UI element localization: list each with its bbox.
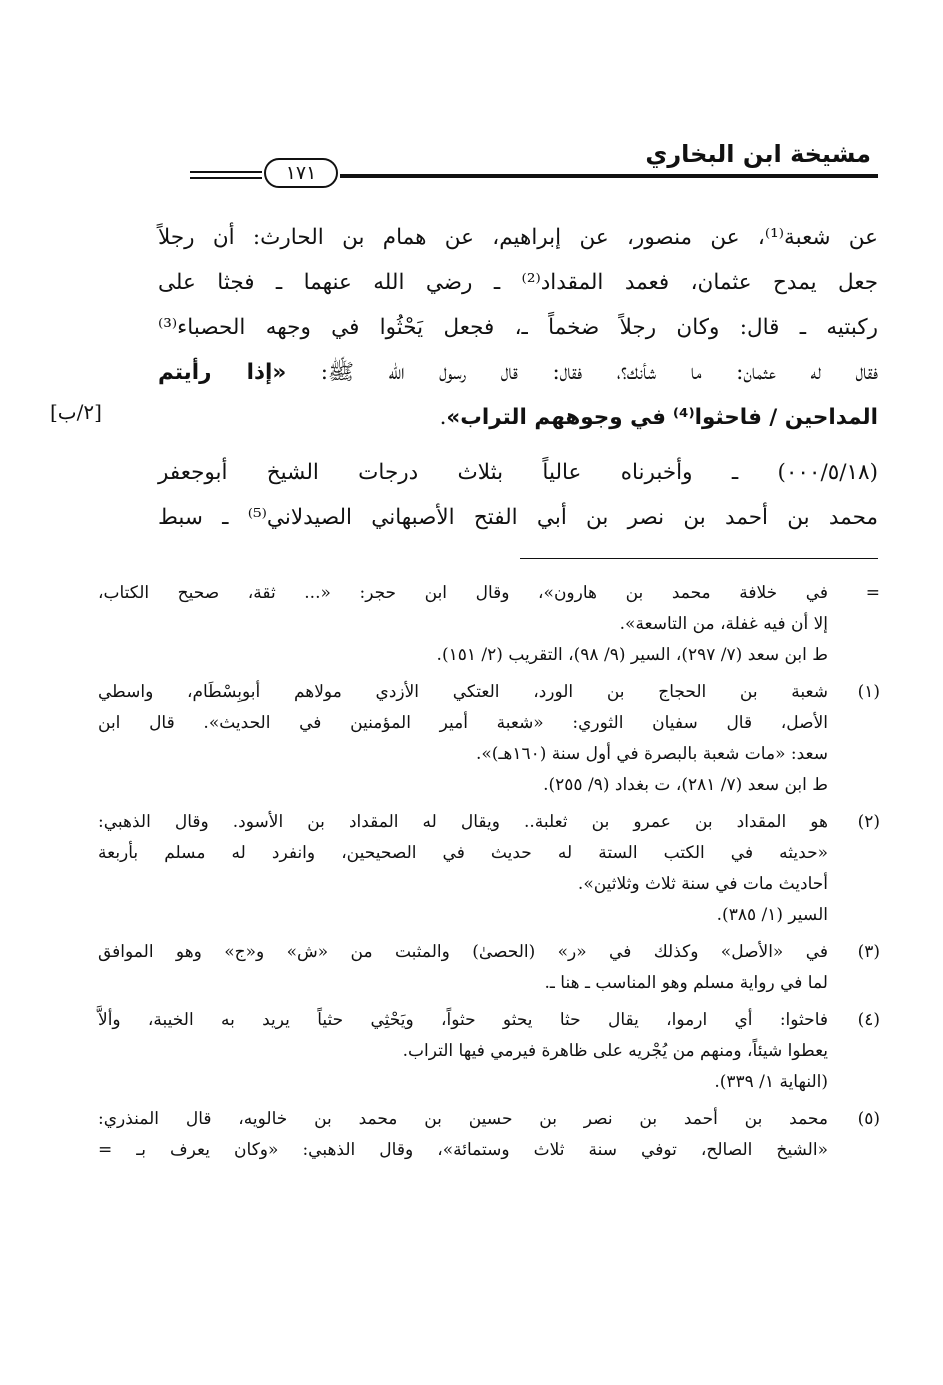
text-line: محمد بن أحمد بن نصر بن أبي الفتح الأصبهاني الصيدلاني⁽⁵⁾ ـ سبط [158,505,878,530]
footnote-line: يعطوا شيئاً، ومنهم من يُجْريه على ظاهرة فيرمي فيها التراب. [402,1041,828,1061]
footnote-line: في «الأصل» وكذلك في «ر» (الحصىٰ) والمثبت من «ش» و«ج» وهو الموافق [98,942,828,962]
text-line: جعل يمدح عثمان، فعمد المقداد⁽²⁾ ـ رضي الله عنهما ـ فجثا على [158,270,878,295]
footnote-line: محمد بن أحمد بن نصر بن حسين بن محمد بن خالويه، قال المنذري: [98,1109,828,1129]
punctuation: . [439,405,447,430]
text-segment: فقال له عثمان: ما شأنك؟، فقال: قال رسول الله ﷺ: [320,360,878,385]
footnote-line: في خلافة محمد بن هارون»، وقال ابن حجر: «... ثقة، صحيح الكتاب، [98,583,828,603]
footnote-line: (النهاية ١/ ٣٣٩). [714,1072,828,1092]
text-line: (٠٠٠/٥/١٨) ـ وأخبرناه عالياً بثلاث درجات الشيخ أبوجعفر [158,460,878,485]
footnote-separator [520,558,878,559]
footnotes [60,578,880,1172]
footnote-4 [60,1005,880,1098]
footnote-body [60,1005,828,1098]
page-number: ١٧١ [264,158,338,188]
hadith-quote-bold: «إذا رأيتم [158,360,287,385]
footnote-line: ط ابن سعد (٧/ ٢٨١)، ت بغداد (٩/ ٢٥٥). [543,775,828,795]
footnote-line: فاحثوا: أي ارموا، يقال حثا يحثو حثواً، ويَحْثِي حثياً يريد به الخيبة، وألاَّ [98,1010,828,1030]
footnote-line: سعد: «مات شعبة بالبصرة في أول سنة (١٦٠هـ)». [475,744,828,764]
footnote-body [60,578,828,671]
footnote-body [60,807,828,931]
footnote-number: (١) [857,682,880,702]
footnote-line: شعبة بن الحجاج بن الورد، العتكي الأزدي مولاهم أبوبِسْطَام، واسطي [98,682,828,702]
footnote-number: (٣) [857,942,880,962]
running-header-title: مشيخة ابن البخاري [645,140,871,168]
footnote-number: (٤) [857,1010,880,1030]
paragraph-isnad [158,450,878,540]
footnote-number: (٢) [857,812,880,832]
footnote-number: (٥) [857,1109,880,1129]
text-line [158,350,878,395]
footnote-1 [60,677,880,801]
footnote-line: «الشيخ الصالح، توفي سنة ثلاث وستمائة»، وقال الذهبي: «وكان يعرف بـ = [98,1140,828,1160]
header-rule-left-top [190,171,262,173]
header-rule-left-bottom [190,177,262,179]
footnote-5 [60,1104,880,1166]
footnote-line: السير (١/ ٣٨٥). [716,905,828,925]
header-rule [340,174,878,178]
footnote-line: هو المقداد بن عمرو بن ثعلبة.. ويقال له المقداد بن الأسود. وقال الذهبي: [98,812,828,832]
paragraph-hadith [158,215,878,440]
footnote-continued [60,578,880,671]
footnote-marker: = [865,583,880,603]
footnote-3 [60,937,880,999]
text-segment-bold: المداحين / فاحثوا⁽⁴⁾ [672,405,878,430]
footnote-line: لما في رواية مسلم وهو المناسب ـ هنا ـ. [544,973,828,993]
text-line: ركبتيه ـ قال: وكان رجلاً ضخماً ـ، فجعل يَحْثُوا في وجهه الحصباء⁽³⁾ [158,315,878,340]
footnote-line: ط ابن سعد (٧/ ٢٩٧)، السير (٩/ ٩٨)، التقريب (٢/ ١٥١). [436,645,828,665]
footnote-body [60,937,828,999]
footnote-line: الأصل، قال سفيان الثوري: «شعبة أمير المؤمنين في الحديث». قال ابن [98,713,828,733]
folio-margin-note: [٢/ب] [50,400,102,424]
text-line [158,395,878,440]
footnote-body [60,677,828,801]
footnote-body [60,1104,828,1166]
footnote-line: «حديثه في الكتب الستة له حديث في الصحيحين، وانفرد له مسلم بأربعة [98,843,828,863]
hadith-quote-bold-end: في وجوههم التراب» [446,405,666,430]
footnote-line: أحاديث مات في سنة ثلاث وثلاثين». [577,874,828,894]
main-text [158,215,878,540]
footnote-2 [60,807,880,931]
text-line: عن شعبة⁽¹⁾، عن منصور، عن إبراهيم، عن همام بن الحارث: أن رجلاً [158,225,878,250]
footnote-line: إلا أن فيه غفلة، من التاسعة». [619,614,828,634]
